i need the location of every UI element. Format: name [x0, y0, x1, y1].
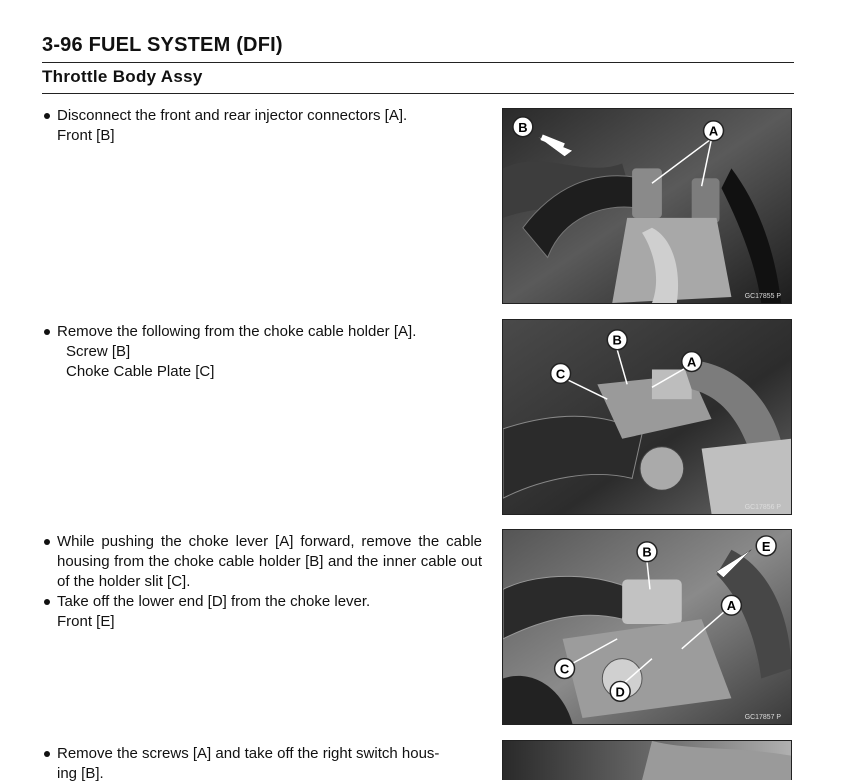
callout-b-marker [607, 330, 627, 350]
step-3-sub-1: Front [E] [57, 613, 115, 630]
photo-code: GC17857 P [744, 714, 782, 722]
section-rule [42, 93, 794, 94]
callout-a-marker [721, 595, 741, 615]
callout-label: C [559, 661, 570, 677]
step-1-photo [502, 108, 792, 304]
callout-d-marker [610, 681, 630, 701]
photo-code: GC17856 P [744, 504, 782, 512]
step-3-photo [502, 529, 792, 725]
step-3-bullet-2: Take off the lower end [D] from the choke lever. [42, 592, 482, 612]
step-1 [42, 106, 482, 146]
step-4-bullet-1: Remove the screws [A] and take off the right switch hous- [42, 744, 482, 764]
page-title: 3-96 FUEL SYSTEM (DFI) [42, 34, 283, 56]
step-2-sub-1: Screw [B] [66, 343, 131, 360]
callout-label: B [612, 332, 622, 348]
callout-a-marker [704, 121, 724, 141]
step-3 [42, 532, 482, 632]
step-4 [42, 744, 482, 784]
callout-b-marker [637, 542, 657, 562]
callout-label: C [555, 366, 566, 382]
callout-a-marker [682, 352, 702, 372]
step-4-photo [502, 740, 792, 780]
step-2 [42, 322, 482, 382]
callout-label: B [518, 119, 528, 135]
callout-label: D [615, 684, 625, 700]
step-2-sub-2: Choke Cable Plate [C] [66, 363, 215, 380]
step-2-bullet-1: Remove the following from the choke cable holder [A]. [42, 322, 482, 342]
callout-label: A [726, 598, 737, 614]
section-title: Throttle Body Assy [42, 67, 203, 86]
callout-c-marker [555, 659, 575, 679]
callout-label: B [642, 544, 652, 560]
step-4-sub-1: ing [B]. [57, 765, 104, 782]
callout-e-marker [756, 536, 776, 556]
step-2-photo [502, 319, 792, 515]
photo-code: GC17855 P [744, 293, 782, 301]
step-1-sub-1: Front [B] [57, 127, 115, 144]
callout-c-marker [551, 364, 571, 384]
callout-b-marker [513, 117, 533, 137]
callout-label: E [761, 538, 771, 554]
step-3-bullet-1: While pushing the choke lever [A] forward, remove the cable housing from the choke cable holder [B] and the inner cable out of the holder slit [C]. [42, 532, 482, 592]
callout-label: A [708, 123, 719, 139]
header-rule [42, 62, 794, 63]
callout-label: A [687, 354, 697, 370]
step-1-bullet-1: Disconnect the front and rear injector connectors [A]. [42, 106, 482, 126]
